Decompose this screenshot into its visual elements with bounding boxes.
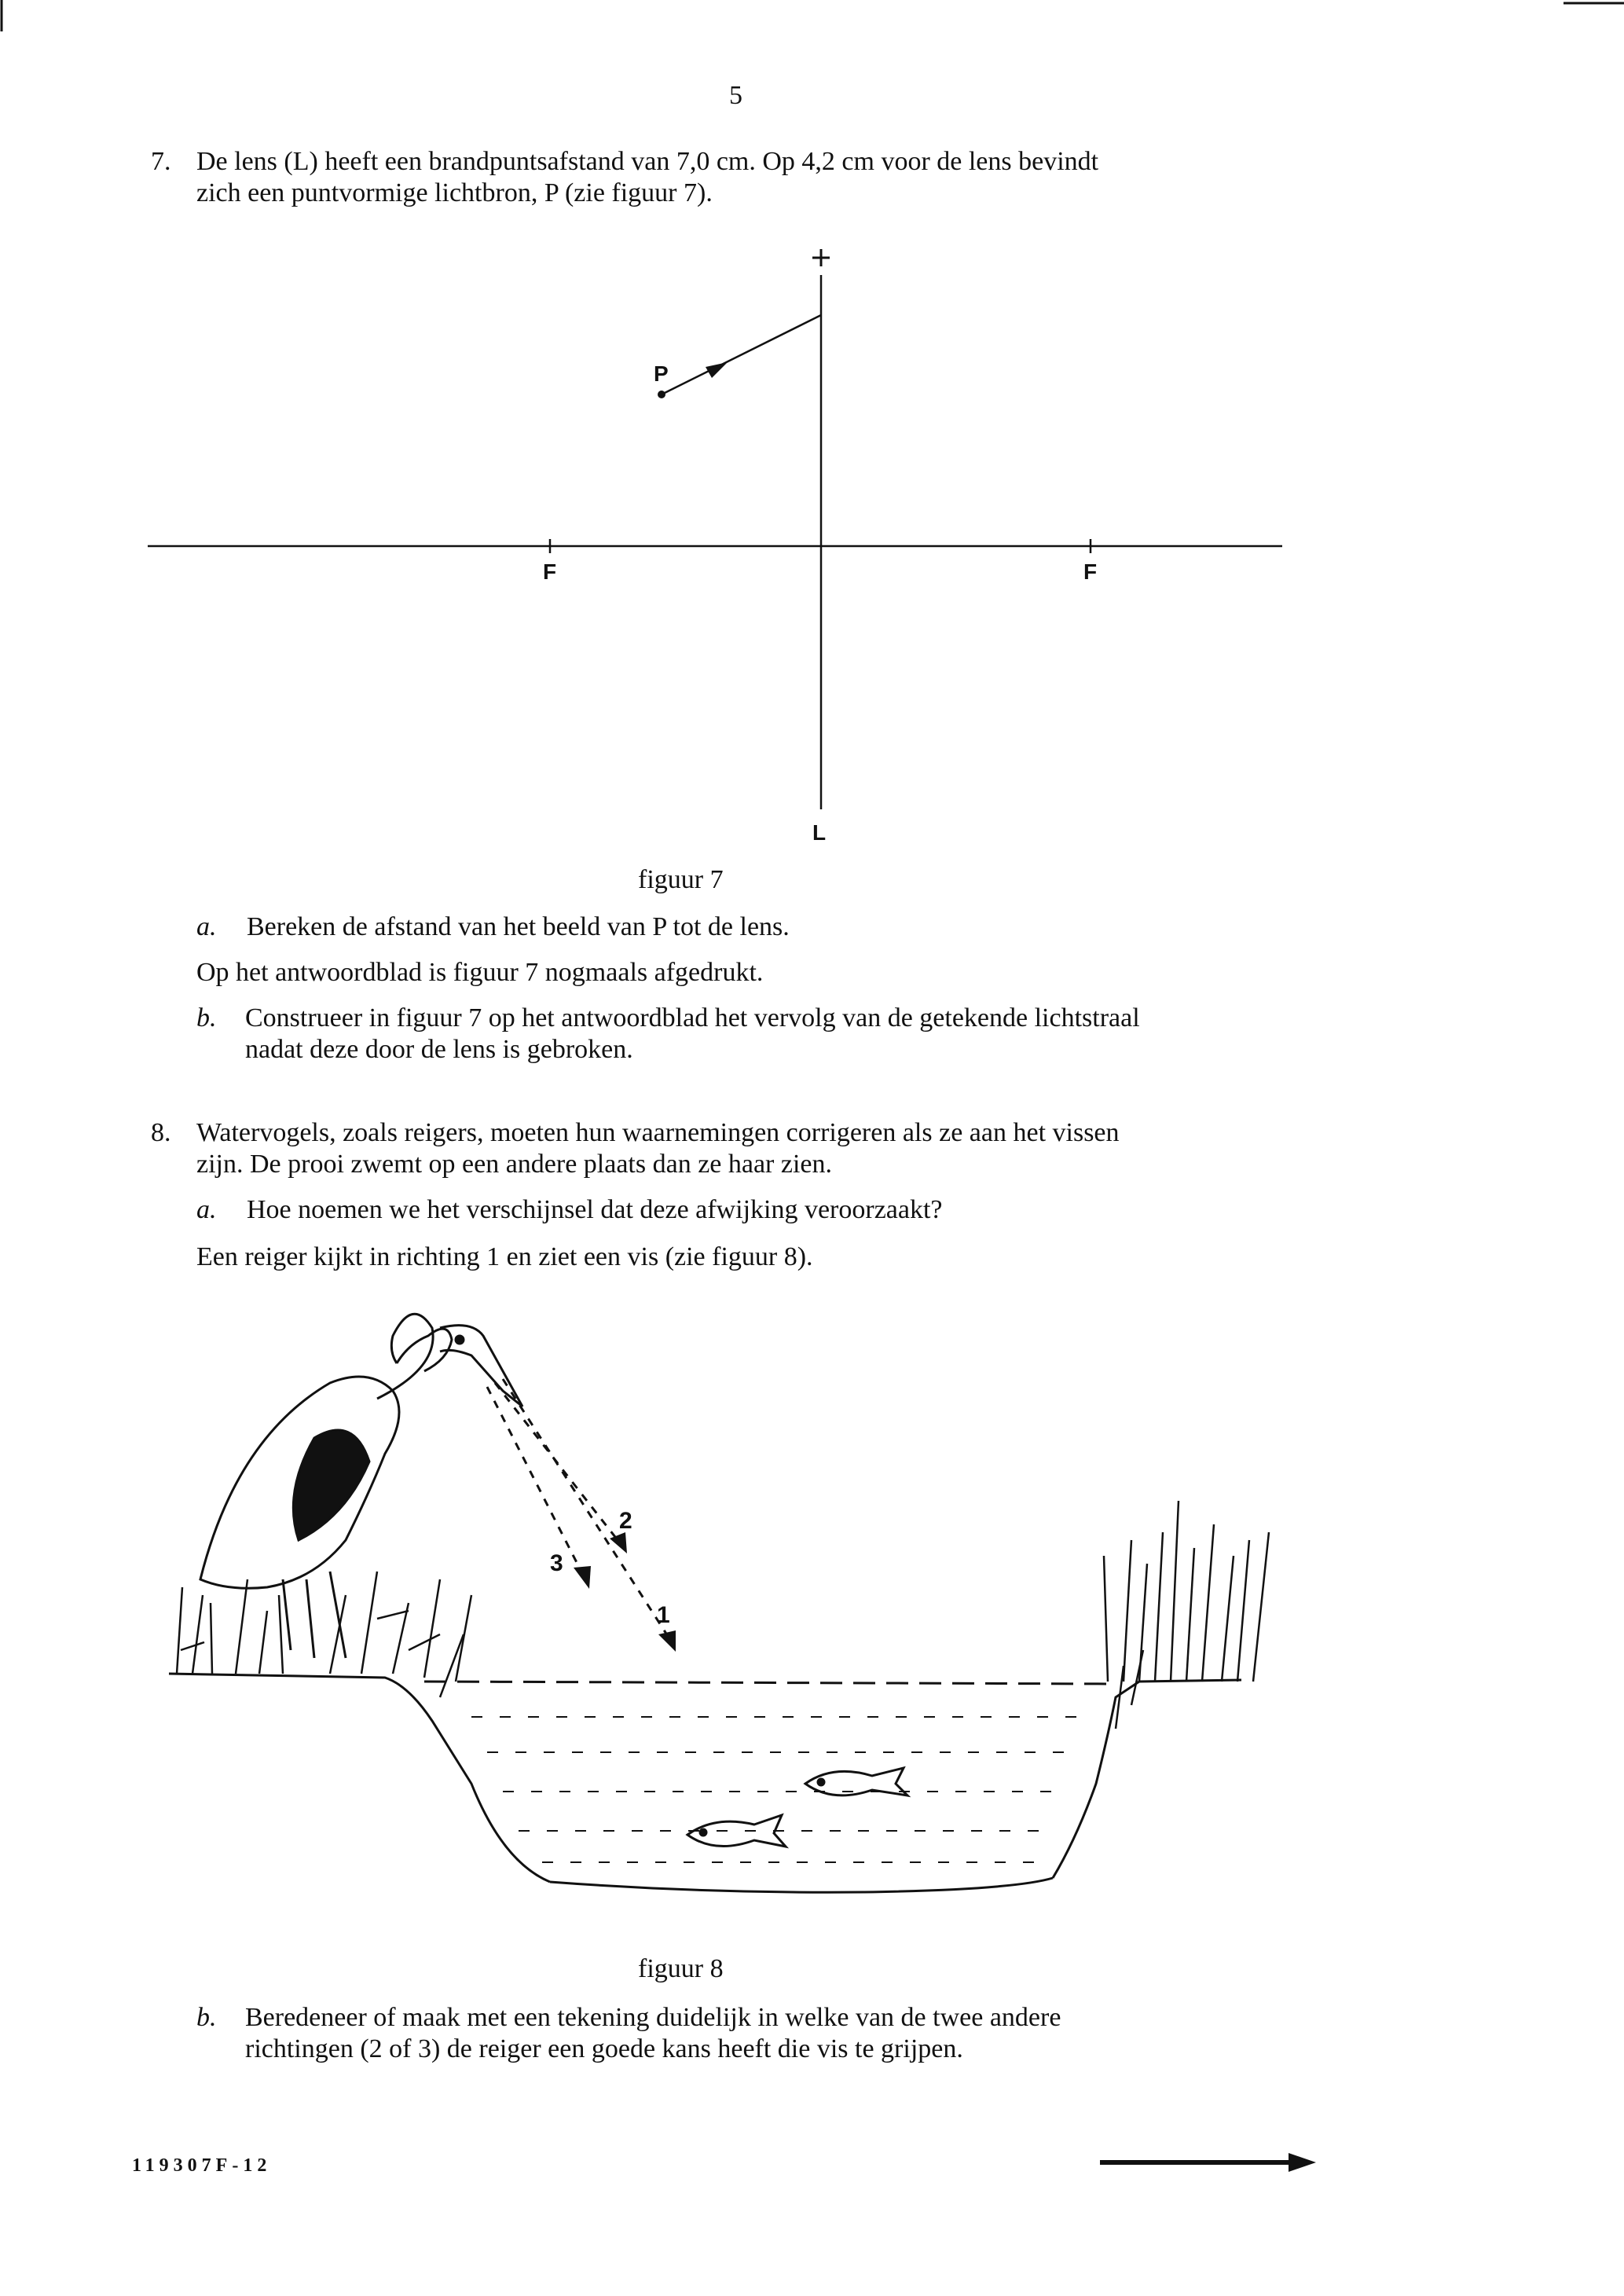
footer-code: 119307F-12 xyxy=(132,2155,272,2176)
q8-line-1: Watervogels, zoals reigers, moeten hun waarnemingen corrigeren als ze aan het vissen xyxy=(196,1118,1120,1147)
fig7-label-f-left: F xyxy=(543,559,557,584)
q8-b-line-1: Beredeneer of maak met een tekening duidelijk in welke van de twee andere xyxy=(245,2003,1061,2032)
q8-note: Een reiger kijkt in richting 1 en ziet een vis (zie figuur 8). xyxy=(196,1242,813,1271)
fig7-label-f-right: F xyxy=(1083,559,1098,584)
fig7-caption: figuur 7 xyxy=(638,865,724,894)
fig8-direction-1: 1 xyxy=(657,1602,670,1628)
q8-b-label: b. xyxy=(196,2003,217,2032)
q7-b-label: b. xyxy=(196,1003,217,1032)
q7-number: 7. xyxy=(151,147,171,176)
q7-line-1: De lens (L) heeft een brandpuntsafstand van 7,0 cm. Op 4,2 cm voor de lens bevindt xyxy=(196,147,1099,176)
fig8-caption: figuur 8 xyxy=(638,1954,724,1983)
q8-line-2: zijn. De prooi zwemt op een andere plaats dan ze haar zien. xyxy=(196,1150,833,1179)
page-number: 5 xyxy=(729,81,742,110)
q8-a-text: Hoe noemen we het verschijnsel dat deze afwijking veroorzaakt? xyxy=(247,1195,943,1224)
q8-b-line-2: richtingen (2 of 3) de reiger een goede kans heeft die vis te grijpen. xyxy=(245,2034,963,2063)
q7-a-label: a. xyxy=(196,912,217,941)
q7-note: Op het antwoordblad is figuur 7 nogmaals afgedrukt. xyxy=(196,958,764,987)
q8-a-label: a. xyxy=(196,1195,217,1224)
q7-line-2: zich een puntvormige lichtbron, P (zie figuur 7). xyxy=(196,178,713,207)
q7-b-line-1: Construeer in figuur 7 op het antwoordblad het vervolg van de getekende lichtstraal xyxy=(245,1003,1140,1032)
q8-number: 8. xyxy=(151,1118,171,1147)
fig8-direction-3: 3 xyxy=(550,1550,563,1576)
fig8-direction-2: 2 xyxy=(619,1508,632,1534)
q7-b-line-2: nadat deze door de lens is gebroken. xyxy=(245,1035,633,1064)
fig7-label-p: P xyxy=(654,361,669,386)
q7-a-text: Bereken de afstand van het beeld van P tot de lens. xyxy=(247,912,790,941)
fig7-label-l: L xyxy=(812,820,827,845)
